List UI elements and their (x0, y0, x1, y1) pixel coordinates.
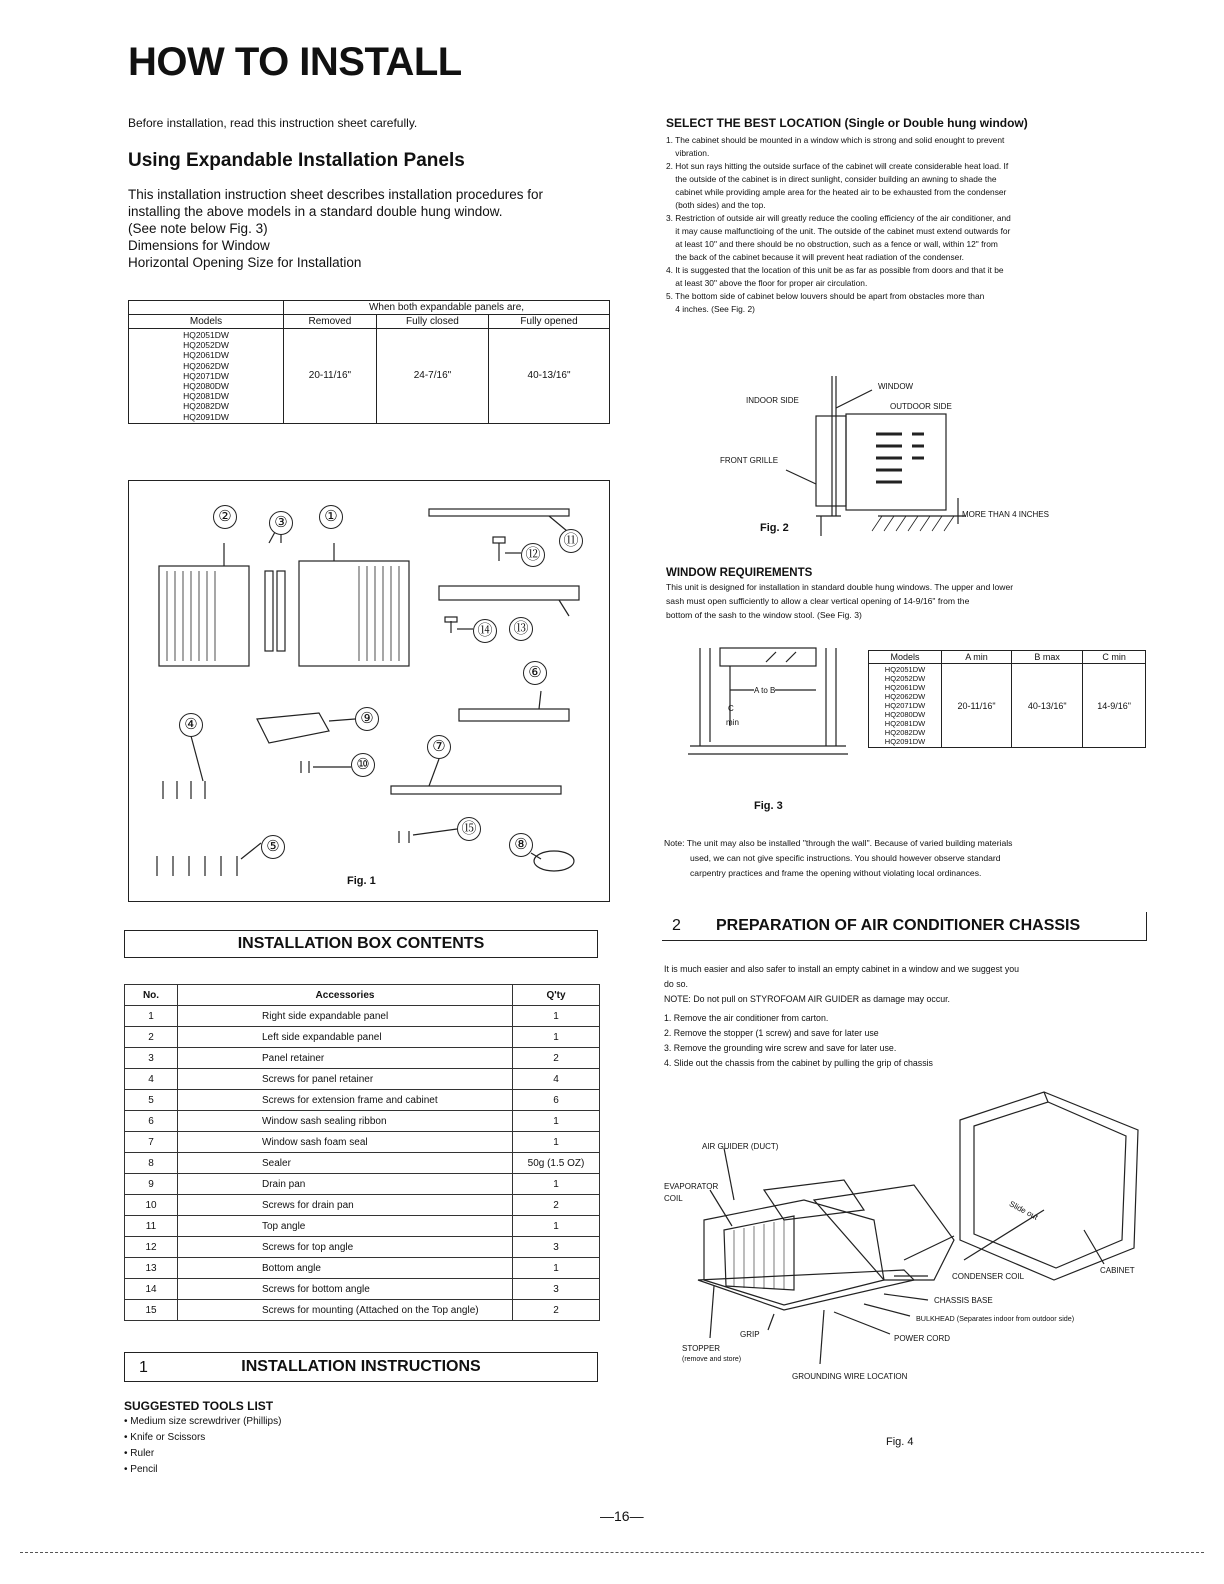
model-name: HQ2082DW (884, 728, 926, 737)
section1-heading (124, 1352, 598, 1382)
row-number: 10 (125, 1195, 178, 1216)
dim-header: Removed (284, 315, 377, 329)
fig3-header: A min (942, 651, 1012, 664)
fig3-c-min: 14-9/16" (1083, 664, 1146, 748)
window-req-line: This unit is designed for installation in standard double hung windows. The upper and lower (666, 582, 1014, 592)
chassis-line: 1. Remove the air conditioner from carton. (664, 1013, 829, 1023)
callout-13: ⑬ (509, 617, 533, 641)
row-quantity: 2 (513, 1195, 600, 1216)
fig4-grip-label: GRIP (740, 1330, 760, 1339)
section2-number: 2 (672, 917, 681, 934)
section2-title: PREPARATION OF AIR CONDITIONER CHASSIS (716, 917, 1081, 934)
row-quantity: 1 (513, 1006, 600, 1027)
fig4-stopper-note: (remove and store) (682, 1356, 742, 1363)
fig3-illustration (686, 646, 850, 816)
callout-1: ① (319, 505, 343, 529)
model-name: HQ2080DW (884, 710, 926, 719)
desc-line: installing the above models in a standard double hung window. (128, 204, 503, 219)
fig3-header: C min (1083, 651, 1146, 664)
row-quantity: 1 (513, 1174, 600, 1195)
intro-text: Before installation, read this instruction sheet carefully. (128, 116, 418, 130)
location-heading: SELECT THE BEST LOCATION (Single or Double hung window) (666, 116, 1028, 130)
desc-line: Dimensions for Window (128, 238, 270, 253)
fig3-models-cell (869, 664, 942, 748)
row-accessory: Window sash sealing ribbon (178, 1111, 513, 1132)
location-line: at least 30" above the floor for proper air circulation. (666, 278, 868, 288)
fig4-grounding-label: GROUNDING WIRE LOCATION (792, 1372, 908, 1381)
tool-item: • Knife or Scissors (124, 1432, 206, 1443)
callout-5: ⑤ (261, 835, 285, 859)
fig1-label: Fig. 1 (347, 875, 376, 887)
callout-8: ⑧ (509, 833, 533, 857)
chassis-line: It is much easier and also safer to install an empty cabinet in a window and we suggest you (664, 964, 1020, 974)
row-number: 2 (125, 1027, 178, 1048)
row-quantity: 2 (513, 1300, 600, 1321)
model-name: HQ2061DW (183, 350, 229, 361)
table-row (125, 1132, 600, 1153)
table-row (125, 1216, 600, 1237)
desc-line: This installation instruction sheet describes installation procedures for (128, 187, 543, 202)
fig3-drawing (686, 646, 850, 766)
row-accessory: Top angle (178, 1216, 513, 1237)
table-row (125, 1237, 600, 1258)
fig4-power-cord-label: POWER CORD (894, 1334, 950, 1343)
chassis-line: 4. Slide out the chassis from the cabinet by pulling the grip of chassis (664, 1058, 933, 1068)
callout-15: ⑮ (457, 817, 481, 841)
callout-9: ⑨ (355, 707, 379, 731)
row-number: 9 (125, 1174, 178, 1195)
callout-6: ⑥ (523, 661, 547, 685)
fig4-stopper-label: STOPPER (682, 1344, 721, 1353)
box-contents-table (124, 984, 600, 1321)
row-accessory: Drain pan (178, 1174, 513, 1195)
fig4-evaporator-label: EVAPORATOR (664, 1182, 719, 1191)
callout-12: ⑫ (521, 543, 545, 567)
section1-number: 1 (139, 1359, 148, 1376)
fig3-table (868, 650, 1146, 748)
note-block (664, 836, 1012, 881)
desc-line: Horizontal Opening Size for Installation (128, 255, 362, 270)
note-line: Note: The unit may also be installed "through the wall". Because of varied building materials (664, 838, 1013, 848)
dim-fully-opened: 40-13/16" (489, 329, 610, 424)
chassis-line: NOTE: Do not pull on STYROFOAM AIR GUIDER as damage may occur. (664, 994, 950, 1004)
fig4-air-guider-label: AIR GUIDER (DUCT) (702, 1142, 779, 1151)
model-name: HQ2091DW (183, 411, 229, 422)
dim-header: Fully opened (489, 315, 610, 329)
fig4-illustration (664, 1090, 1154, 1460)
fig3-a-to-b: A to B (754, 686, 776, 695)
row-number: 1 (125, 1006, 178, 1027)
page-number: —16— (600, 1508, 644, 1524)
row-accessory: Screws for extension frame and cabinet (178, 1090, 513, 1111)
row-quantity: 50g (1.5 OZ) (513, 1153, 600, 1174)
location-line: 4 inches. (See Fig. 2) (666, 304, 755, 314)
fig4-chassis-base-label: CHASSIS BASE (934, 1296, 993, 1305)
fig3-b-max: 40-13/16" (1012, 664, 1083, 748)
location-line: vibration. (666, 148, 710, 158)
model-name: HQ2081DW (884, 719, 926, 728)
model-name: HQ2052DW (183, 340, 229, 351)
row-number: 5 (125, 1090, 178, 1111)
section1-title: INSTALLATION INSTRUCTIONS (241, 1358, 481, 1375)
fig1-parts-illustration (128, 480, 610, 902)
dim-header: Fully closed (376, 315, 488, 329)
panels-heading: Using Expandable Installation Panels (128, 150, 465, 171)
bc-header: No. (125, 985, 178, 1006)
row-accessory: Panel retainer (178, 1048, 513, 1069)
page-title: HOW TO INSTALL (128, 40, 462, 84)
fig3-c: C (728, 704, 734, 713)
bc-header: Accessories (178, 985, 513, 1006)
row-quantity: 2 (513, 1048, 600, 1069)
fig2-illustration (666, 366, 1146, 546)
model-name: HQ2051DW (884, 665, 926, 674)
dim-group-header: When both expandable panels are, (284, 301, 610, 315)
row-accessory: Screws for drain pan (178, 1195, 513, 1216)
fig4-coil-label: COIL (664, 1194, 683, 1203)
table-row (125, 1195, 600, 1216)
row-quantity: 6 (513, 1090, 600, 1111)
row-accessory: Screws for mounting (Attached on the Top angle) (178, 1300, 513, 1321)
model-name: HQ2051DW (183, 330, 229, 340)
model-name: HQ2061DW (884, 683, 926, 692)
window-dimension-table (128, 300, 610, 424)
fig4-cabinet-label: CABINET (1100, 1266, 1135, 1275)
row-number: 12 (125, 1237, 178, 1258)
desc-line: (See note below Fig. 3) (128, 221, 268, 236)
location-line: it may cause malfunctioing of the unit. The outside of the cabinet must extend outwards for (666, 226, 1011, 236)
row-number: 3 (125, 1048, 178, 1069)
note-line: carpentry practices and frame the opening without violating local ordinances. (690, 868, 982, 878)
row-quantity: 4 (513, 1069, 600, 1090)
callout-3: ③ (269, 511, 293, 535)
table-row (125, 1090, 600, 1111)
table-row (125, 1006, 600, 1027)
panels-description (128, 186, 598, 271)
row-number: 6 (125, 1111, 178, 1132)
row-number: 8 (125, 1153, 178, 1174)
model-name: HQ2081DW (183, 391, 229, 402)
bottom-rule (20, 1552, 1204, 1553)
location-line: 1. The cabinet should be mounted in a window which is strong and solid enought to prevent (666, 135, 1005, 145)
callout-2: ② (213, 505, 237, 529)
window-requirements (666, 566, 1146, 622)
row-accessory: Screws for panel retainer (178, 1069, 513, 1090)
dim-models-cell (129, 329, 284, 424)
dim-fully-closed: 24-7/16" (376, 329, 488, 424)
fig4-label: Fig. 4 (886, 1436, 914, 1448)
location-line: 2. Hot sun rays hitting the outside surface of the cabinet will create considerable heat load. If (666, 161, 1009, 171)
table-row (125, 1069, 600, 1090)
table-row (125, 1174, 600, 1195)
callout-4: ④ (179, 713, 203, 737)
model-name: HQ2080DW (183, 381, 229, 392)
row-quantity: 1 (513, 1216, 600, 1237)
row-quantity: 1 (513, 1132, 600, 1153)
fig3-min: min (726, 718, 739, 727)
location-line: 3. Restriction of outside air will greatly reduce the cooling efficiency of the air conditioner, and (666, 213, 1011, 223)
row-quantity: 1 (513, 1258, 600, 1279)
box-contents-heading: INSTALLATION BOX CONTENTS (124, 930, 598, 958)
table-row (125, 1048, 600, 1069)
tools-list (124, 1398, 281, 1478)
fig2-grille-label: FRONT GRILLE (720, 456, 779, 465)
chassis-line: do so. (664, 979, 688, 989)
dim-header: Models (129, 315, 284, 329)
row-number: 14 (125, 1279, 178, 1300)
location-line: the back of the cabinet because it will prevent heat radiation of the condenser. (666, 252, 964, 262)
row-accessory: Left side expandable panel (178, 1027, 513, 1048)
model-name: HQ2071DW (183, 370, 229, 381)
tool-item: • Medium size screwdriver (Phillips) (124, 1416, 282, 1427)
row-number: 13 (125, 1258, 178, 1279)
location-line: 5. The bottom side of cabinet below louvers should be apart from obstacles more than (666, 291, 985, 301)
model-name: HQ2091DW (884, 737, 926, 746)
fig2-more-label: MORE THAN 4 INCHES (962, 510, 1049, 519)
row-number: 4 (125, 1069, 178, 1090)
bc-body (125, 1006, 600, 1321)
row-number: 15 (125, 1300, 178, 1321)
dim-removed: 20-11/16" (284, 329, 377, 424)
model-name: HQ2082DW (183, 401, 229, 412)
fig3-a-min: 20-11/16" (942, 664, 1012, 748)
fig3-label: Fig. 3 (754, 800, 783, 812)
window-req-line: bottom of the sash to the window stool. (See Fig. 3) (666, 610, 862, 620)
row-quantity: 3 (513, 1279, 600, 1300)
model-name: HQ2071DW (884, 701, 926, 710)
location-line: the outside of the cabinet is in direct sunlight, consider building an awning to shade the (666, 174, 997, 184)
callout-14: ⑭ (473, 619, 497, 643)
location-line: 4. It is suggested that the location of this unit be as far as possible from doors and that it be (666, 265, 1004, 275)
fig3-header: Models (869, 651, 942, 664)
table-row (125, 1027, 600, 1048)
row-accessory: Right side expandable panel (178, 1006, 513, 1027)
location-list (666, 134, 1150, 316)
row-number: 11 (125, 1216, 178, 1237)
fig4-bulkhead-label: BULKHEAD (Separates indoor from outdoor side) (916, 1314, 1075, 1323)
chassis-line: 3. Remove the grounding wire screw and save for later use. (664, 1043, 897, 1053)
table-row (125, 1111, 600, 1132)
row-accessory: Sealer (178, 1153, 513, 1174)
table-row (125, 1279, 600, 1300)
table-row (125, 1258, 600, 1279)
row-accessory: Window sash foam seal (178, 1132, 513, 1153)
row-quantity: 1 (513, 1027, 600, 1048)
callout-7: ⑦ (427, 735, 451, 759)
model-name: HQ2052DW (884, 674, 926, 683)
fig2-label: Fig. 2 (760, 522, 789, 534)
callout-10: ⑩ (351, 753, 375, 777)
location-line: at least 10" and there should be no obstruction, such as a fence or wall, within 12" from (666, 239, 998, 249)
fig4-slide-out-label: Slide out (1007, 1199, 1040, 1222)
table-row (125, 1153, 600, 1174)
fig2-window-label: WINDOW (878, 382, 914, 391)
section2-heading (662, 912, 1146, 940)
fig3-header: B max (1012, 651, 1083, 664)
bc-header: Q'ty (513, 985, 600, 1006)
model-name: HQ2062DW (884, 692, 926, 701)
chassis-instructions (664, 962, 1019, 1071)
window-req-heading: WINDOW REQUIREMENTS (666, 567, 813, 579)
window-req-line: sash must open sufficiently to allow a clear vertical opening of 14-9/16" from the (666, 596, 970, 606)
row-number: 7 (125, 1132, 178, 1153)
tool-item: • Ruler (124, 1448, 155, 1459)
location-line: (both sides) and the top. (666, 200, 766, 210)
tools-heading: SUGGESTED TOOLS LIST (124, 1399, 274, 1413)
chassis-line: 2. Remove the stopper (1 screw) and save for later use (664, 1028, 879, 1038)
table-row (125, 1300, 600, 1321)
fig2-outdoor-label: OUTDOOR SIDE (890, 402, 952, 411)
row-quantity: 3 (513, 1237, 600, 1258)
row-accessory: Screws for bottom angle (178, 1279, 513, 1300)
fig4-condenser-label: CONDENSER COIL (952, 1272, 1025, 1281)
row-accessory: Bottom angle (178, 1258, 513, 1279)
model-name: HQ2062DW (183, 360, 229, 371)
fig2-indoor-label: INDOOR SIDE (746, 396, 799, 405)
row-quantity: 1 (513, 1111, 600, 1132)
note-line: used, we can not give specific instructions. You should however observe standard (690, 853, 1001, 863)
row-accessory: Screws for top angle (178, 1237, 513, 1258)
tool-item: • Pencil (124, 1464, 158, 1475)
location-line: cabinet while providing ample area for the heated air to be exhausted from the condenser (666, 187, 1007, 197)
callout-11: ⑪ (559, 529, 583, 553)
